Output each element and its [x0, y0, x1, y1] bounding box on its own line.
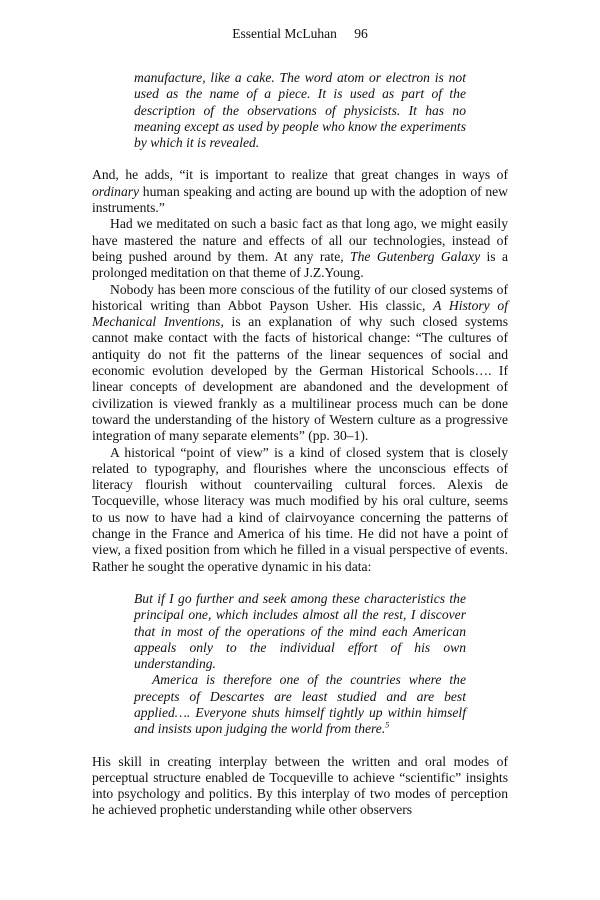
paragraph-his-skill: His skill in creating interplay between the written and oral modes of perceptual structure enabled de Tocqueville to achieve “scientific” insights into psychology and politics. By this interplay of two modes of perception he achieved prophetic understanding while other observers: [92, 753, 508, 818]
page-body: [92, 70, 508, 819]
book-title-gutenberg-galaxy: The Gutenberg Galaxy: [350, 248, 481, 264]
emphasis-ordinary: ordinary: [92, 183, 140, 199]
book-title: Essential McLuhan: [232, 26, 337, 41]
page-number: 96: [354, 26, 368, 41]
footnote-marker[interactable]: 5: [385, 720, 390, 730]
paragraph-point-of-view: A historical “point of view” is a kind of closed system that is closely related to typography, and flourishes where the unconscious effects of literacy flourish without countervailing cultural forces. Alexis de Tocqueville, whose literacy was much modified by his oral culture, seems to us now to have had a kind of clairvoyance concerning the patterns of change in the France and America of his time. He did not have a point of view, a fixed position from which he filled in a visual perspective of events. Rather he sought the operative dynamic in his data:: [92, 444, 508, 574]
block-quote-tocqueville: [134, 591, 466, 738]
book-title-history-mechanical-inventions: A History of Mechanical Inventions,: [92, 297, 508, 330]
quote-paragraph: But if I go further and seek among these characteristics the principal one, which includes almost all the rest, I discover that in most of the operations of the mind each American appeals only to the individual effort of his own understanding.: [134, 590, 466, 672]
paragraph-he-adds: And, he adds, “it is important to realize that great changes in ways of ordinary human speaking and acting are bound up with the adoption of new instruments.”: [92, 167, 508, 216]
spacer: [92, 738, 508, 754]
spacer: [92, 575, 508, 591]
paragraph-nobody-usher: Nobody has been more conscious of the futility of our closed systems of historical writing than Abbot Payson Usher. His classic, A History of Mechanical Inventions, is an explanation of why such closed systems cannot make contact with the facts of historical change: “The cultures of antiquity do not fit the patterns of the linear sequences of social and economic evolution developed by the German Historical Schools…. If linear concepts of development are abandoned and the development of civilization is viewed frankly as a multilinear process much can be done toward the understanding of the history of Western culture as a progressive integration of many separate elements” (pp. 30–1).: [92, 281, 509, 444]
running-header: [0, 26, 600, 42]
block-quote-young: [134, 70, 466, 151]
quote-paragraph: manufacture, like a cake. The word atom or electron is not used as the name of a piece. It is used as part of the description of the observations of physicists. It has no meaning except as used by people who know the experiments by which it is revealed.: [134, 70, 466, 151]
quote-paragraph: America is therefore one of the countries where the precepts of Descartes are least studied and are best applied…. Everyone shuts himself tightly up within himself and insists upon judging the world from there.$^5$: [134, 672, 466, 737]
spacer: [92, 151, 508, 167]
paragraph-had-we-meditated: Had we meditated on such a basic fact as that long ago, we might easily have mastered the nature and effects of all our technologies, instead of being pushed around by them. At any rate, The Gutenberg Galaxy is a prolonged meditation on that theme of J.Z.Young.: [92, 216, 508, 281]
